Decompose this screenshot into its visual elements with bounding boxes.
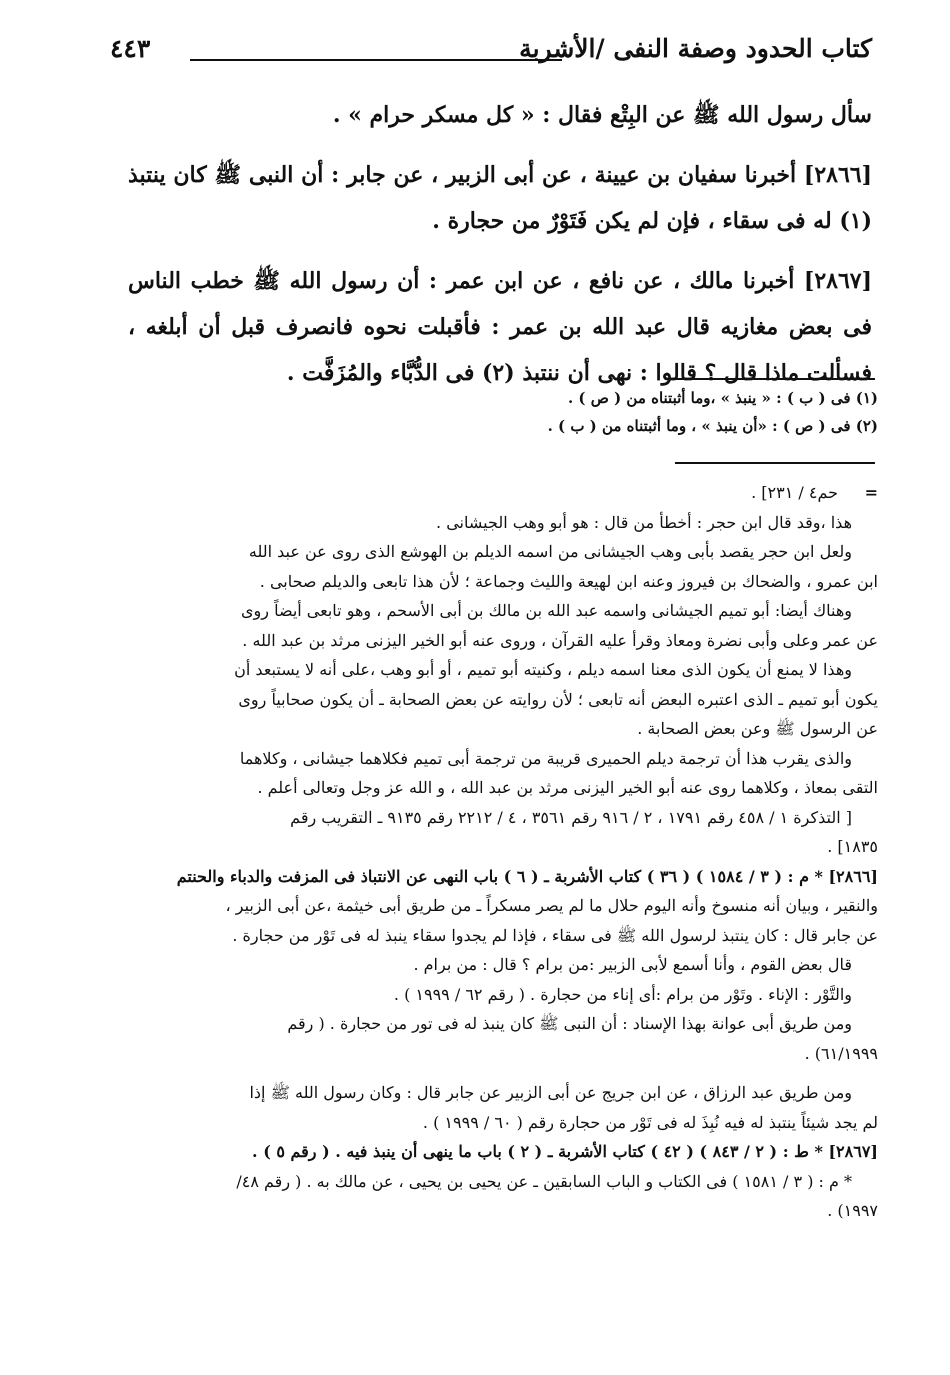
footnote-rule-bottom xyxy=(675,462,875,464)
commentary-line: [٢٨٦٦] * م : ( ٣ / ١٥٨٤ ) ( ٣٦ ) كتاب الأشربة ـ ( ٦ ) باب النهى عن الانتباذ فى المزفت والدباء والحنتم xyxy=(176,866,878,886)
commentary-line: والتَّوْر : الإناء . وتَوْر من برام :أى إناء من حجارة . ( رقم ٦٢ / ١٩٩٩ ) . xyxy=(393,984,852,1004)
commentary-line: يكون أبو تميم ـ الذى اعتبره البعض أنه تابعى ؛ لأن روايته عن بعض الصحابة ـ أن يكون صحابياً روى xyxy=(238,689,878,709)
footnote-1: (١) فى ( ب ) : « ينبذ » ،وما أثبتناه من ( ص ) . xyxy=(567,389,878,407)
commentary-line: هذا ،وقد قال ابن حجر : أخطأ من قال : هو أبو وهب الجيشانى . xyxy=(436,512,852,532)
commentary-line: ٦١/١٩٩٩) . xyxy=(804,1043,878,1063)
page-number: ٤٤٣ xyxy=(110,34,151,63)
commentary-line: عن الرسول ﷺ وعن بعض الصحابة . xyxy=(637,719,878,738)
paragraph-intro: سأل رسول الله ﷺ عن البِتْع فقال : « كل مسكر حرام » . xyxy=(332,102,872,128)
commentary-line: التقى بمعاذ ، وكلاهما روى عنه أبو الخير اليزنى مرثد بن عبد الله ، و الله عز وجل وتعالى أعلم . xyxy=(257,778,878,797)
commentary-line: عن جابر قال : كان ينتبذ لرسول الله ﷺ فى سقاء ، فإذا لم يجدوا سقاء ينبذ له فى تَوْر من حجارة . xyxy=(232,925,878,945)
commentary-line: ١٨٣٥] . xyxy=(827,837,878,856)
commentary xyxy=(128,478,878,1226)
commentary-line: ١٩٩٧) . xyxy=(827,1201,878,1220)
hadith-2866: [٢٨٦٦] أخبرنا سفيان بن عيينة ، عن أبى الزبير ، عن جابر : أن النبى ﷺ كان ينتبذ (١) له فى سقاء ، فإن لم يكن فَتَوْرٌ من حجارة . xyxy=(128,162,872,234)
commentary-line: والنقير ، وبيان أنه منسوخ وأنه اليوم حلال ما لم يصر مسكراً ـ من طريق أبى خيثمة ،عن أبى الزبير ، xyxy=(225,896,878,915)
running-title: كتاب الحدود وصفة النفى /الأشربة xyxy=(519,34,872,63)
continuation-mark: = xyxy=(864,483,878,502)
commentary-line: والذى يقرب هذا أن ترجمة ديلم الحميرى قريبة من ترجمة أبى تميم فكلاهما جيشانى ، وكلاهما xyxy=(239,748,852,768)
commentary-line: [٢٨٦٧] * ط : ( ٢ / ٨٤٣ ) ( ٤٢ ) كتاب الأشربة ـ ( ٢ ) باب ما ينهى أن ينبذ فيه . ( رقم ٥ ) . xyxy=(252,1142,878,1161)
commentary-line: * م : ( ٣ / ١٥٨١ ) فى الكتاب و الباب السابقين ـ عن يحيى بن يحيى ، عن مالك به . ( رقم ٤٨/ xyxy=(236,1171,852,1191)
commentary-line: ولعل ابن حجر يقصد بأبى وهب الجيشانى من اسمه الديلم بن الهوشع الذى روى عن عبد الله xyxy=(248,542,852,561)
commentary-line: [ التذكرة ١ / ٤٥٨ رقم ١٧٩١ ، ٢ / ٩١٦ رقم ٣٥٦١ ، ٤ / ٢٢١٢ رقم ٩١٣٥ ـ التقريب رقم xyxy=(290,807,852,827)
footnote-2: (٢) فى ( ص ) : «أن ينبذ » ، وما أثبتناه من ( ب ) . xyxy=(547,417,878,435)
main-text xyxy=(128,92,872,410)
commentary-line: ومن طريق عبد الرزاق ، عن ابن جريج عن أبى الزبير عن جابر قال : وكان رسول الله ﷺ إذا xyxy=(249,1083,852,1102)
running-header xyxy=(110,34,872,74)
footnotes xyxy=(380,384,878,440)
commentary-line: ومن طريق أبى عوانة بهذا الإسناد : أن النبى ﷺ كان ينبذ له فى تور من حجارة . ( رقم xyxy=(287,1014,852,1033)
commentary-line: حم٤ / ٢٣١] . xyxy=(751,483,838,502)
hadith-2867: [٢٨٦٧] أخبرنا مالك ، عن نافع ، عن ابن عمر : أن رسول الله ﷺ خطب الناس فى بعض مغازيه قال عبد الله بن عمر : فأقبلت نحوه فانصرف قبل أن أبلغه ، فسألت ماذا قال ؟ قالوا : نهى أن ننتبذ (٢) فى الدُّبَّاء والمُزَفَّت . xyxy=(128,268,872,386)
commentary-line: وهناك أيضا: أبو تميم الجيشانى واسمه عبد الله بن مالك بن أبى الأسحم ، وهو تابعى أيضاً روى xyxy=(241,601,852,620)
commentary-line: عن عمر وعلى وأبى نضرة ومعاذ وقرأ عليه القرآن ، وروى عنه أبو الخير اليزنى مرثد بن عبد الله . xyxy=(242,630,878,650)
commentary-line: وهذا لا يمنع أن يكون الذى معنا اسمه ديلم ، وكنيته أبو تميم ، أو أبو وهب ،على أنه لا يستبعد أن xyxy=(234,660,852,679)
commentary-line: قال بعض القوم ، وأنا أسمع لأبى الزبير :من برام ؟ قال : من برام . xyxy=(413,955,852,974)
commentary-line: لم يجد شيئاً ينتبذ له فيه نُبِذَ له فى تَوْر من حجارة رقم ( ٦٠ / ١٩٩٩ ) . xyxy=(422,1112,878,1132)
commentary-line: ابن عمرو ، والضحاك بن فيروز وعنه ابن لهيعة والليث وجماعة ؛ لأن هذا تابعى والديلم صحابى . xyxy=(259,571,878,591)
header-rule xyxy=(190,59,562,61)
footnote-rule-top xyxy=(675,378,875,380)
